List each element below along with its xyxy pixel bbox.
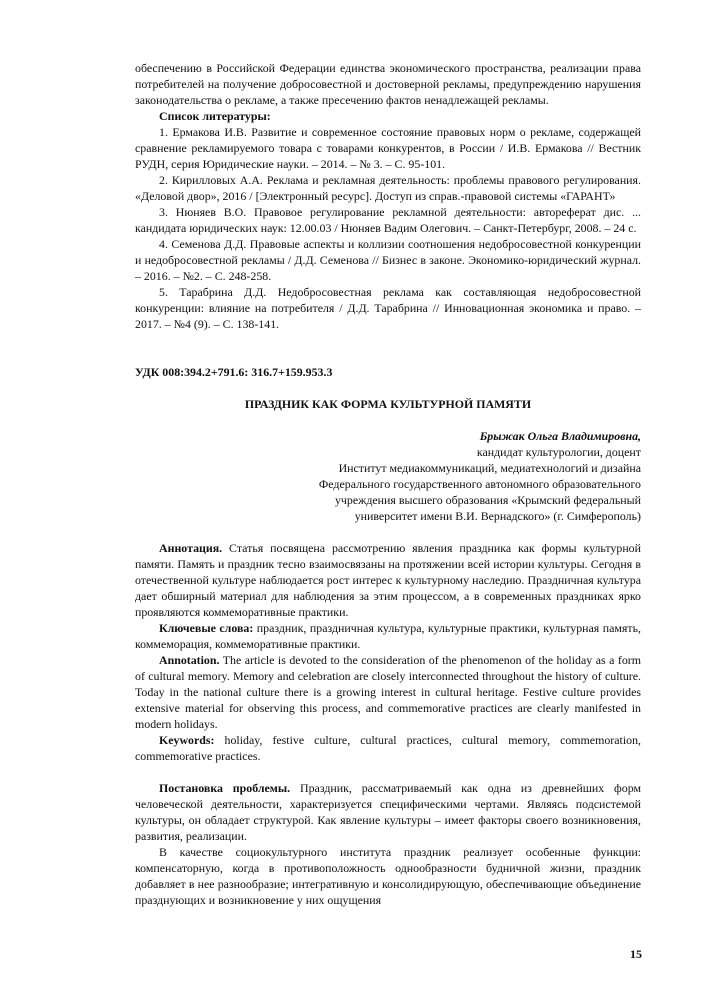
udk-code: УДК 008:394.2+791.6: 316.7+159.953.3 [135,365,333,379]
abstract-en-text: The article is devoted to the consideration of the phenomenon of the holiday as a form of cultural memory. Memory and celebration are closely interconnected throughout the history of culture. Today in the national culture there is a growing interest in cultural heritage. Festive culture provides extensive material for observing this process, and commemorative practices are clearly manifested in modern holidays. [135,653,641,731]
keywords-en-label: Keywords: [159,733,215,747]
reference-item: 4. Семенова Д.Д. Правовые аспекты и коллизии соотношения недобросовестной конкуренции и недобросовестной рекламы / Д.Д. Семенова // Бизнес в законе. Экономико-юридический журнал. – 2016. – №2. – С. 248-258. [135,237,641,283]
problem-statement [135,780,641,844]
abstract-ru [135,540,641,620]
author-affiliation-line: кандидат культурологии, доцент [476,445,641,459]
last-paragraph: В качестве социокультурного института праздник реализует особенные функции: компенсаторную, когда в противоположность однообразности будничной жизни, праздник добавляет в нее разнообразие; интегративную и консолидирующую, обеспечивающие объединение празднующих и возникновение у них ощущения [135,845,641,907]
page-number: 15 [630,947,642,961]
author-name: Брыжак Ольга Владимировна, [479,429,641,443]
problem-statement-text: Праздник, рассматриваемый как одна из древнейших форм человеческой деятельности, характеризуется специфическими чертами. Являясь подсистемой культуры, он обладает структурой. Как явление культуры – имеет факторы своего возникновения, развития, реализации. [135,781,641,843]
article-title: ПРАЗДНИК КАК ФОРМА КУЛЬТУРНОЙ ПАМЯТИ [244,397,532,411]
reference-item: 3. Нюняев В.О. Правовое регулирование рекламной деятельности: автореферат дис. ... кандидата юридических наук: 12.00.03 / Нюняев Вадим Олегович. – Санкт-Петербург, 2008. – 24 с. [135,205,641,235]
top-paragraph: обеспечению в Российской Федерации единства экономического пространства, реализации права потребителей на получение добросовестной и достоверной рекламы, предупреждению нарушения законодательства о рекламе, а также пресечению фактов ненадлежащей рекламы. [135,61,641,107]
author-affiliation-line: Институт медиакоммуникаций, медиатехнологий и дизайна [338,461,641,475]
abstract-ru-text: Статья посвящена рассмотрению явления праздника как формы культурной памяти. Память и праздник тесно взаимосвязаны на протяжении всей истории культуры. Сегодня в отечественной культуре наблюдается рост интерес к культурному наследию. Праздничная культура дает обширный материал для наблюдения за этим процессом, а в современных праздниках ярко проявляются коммеморативные практики. [135,541,641,619]
keywords-ru-text: праздник, праздничная культура, культурные практики, культурная память, коммеморация, коммеморативные практики. [135,621,641,651]
keywords-en-text: holiday, festive culture, cultural practices, cultural memory, commemoration, commemorative practices. [135,733,641,763]
reference-item: 1. Ермакова И.В. Развитие и современное состояние правовых норм о рекламе, содержащей сравнение рекламируемого товара с товарами конкурентов, в России / И.В. Ермакова // Вестник РУДН, серия Юридические науки. – 2014. – № 3. – С. 95-101. [135,125,641,171]
abstract-en [135,652,641,732]
page-content [135,60,641,908]
abstract-ru-label: Аннотация. [159,541,223,555]
reference-item: 5. Тарабрина Д.Д. Недобросовестная реклама как составляющая недобросовестной конкуренции: влияние на потребителя / Д.Д. Тарабрина // Инновационная экономика и право. – 2017. – №4 (9). – С. 138-141. [135,285,641,331]
abstract-en-label: Annotation. [159,653,220,667]
author-affiliation-line: университет имени В.И. Вернадского» (г. Симферополь) [354,509,641,523]
keywords-en [135,732,641,764]
references-title: Список литературы: [159,109,271,123]
keywords-ru-label: Ключевые слова: [159,621,254,635]
keywords-ru [135,620,641,652]
problem-statement-label: Постановка проблемы. [159,781,291,795]
author-affiliation-line: Федерального государственного автономного образовательного [318,477,641,491]
reference-item: 2. Кирилловых А.А. Реклама и рекламная деятельность: проблемы правового регулирования. «Деловой двор», 2016 / [Электронный ресурс]. Доступ из справ.-правовой системы «ГАРАНТ» [135,173,641,203]
author-affiliation-line: учреждения высшего образования «Крымский федеральный [334,493,641,507]
